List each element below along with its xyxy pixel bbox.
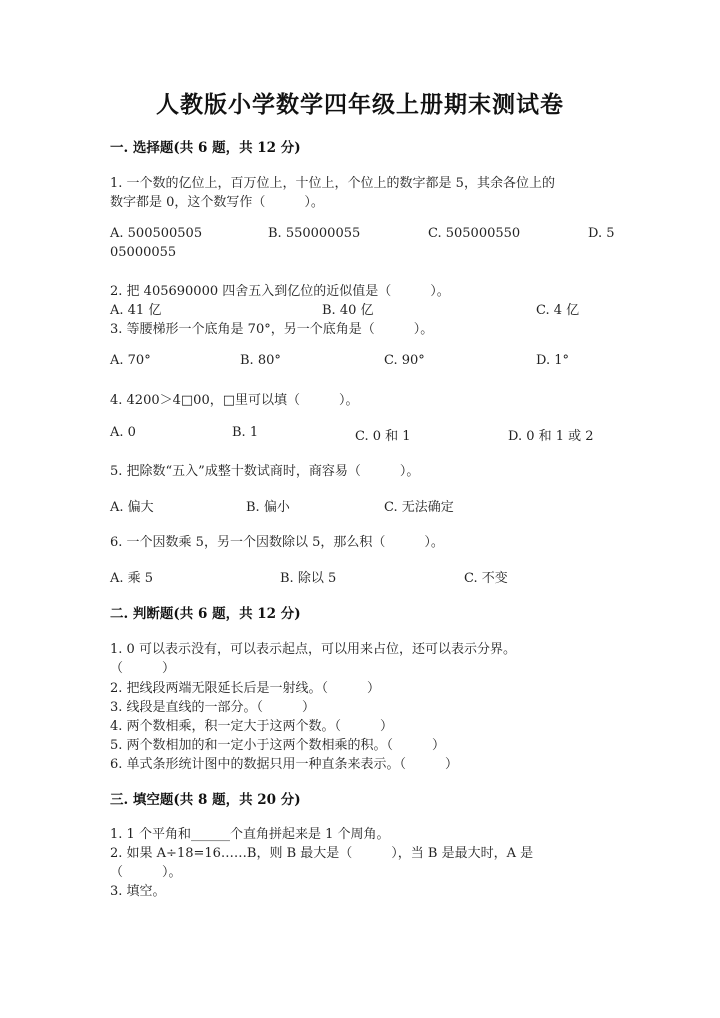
- option-b: B. 550000055: [268, 226, 361, 241]
- option-a: A. 70°: [110, 353, 151, 368]
- question-line: 2. 把 405690000 四舍五入到亿位的近似值是（ ）。: [110, 284, 450, 299]
- option-c: C. 4 亿: [536, 303, 580, 318]
- question-line: 5. 两个数相加的和一定小于这两个数相乘的积。（ ）: [110, 738, 446, 753]
- option-b: B. 除以 5: [280, 571, 337, 586]
- option-d: D. 0 和 1 或 2: [508, 429, 594, 444]
- question-line: 1. 一个数的亿位上，百万位上，十位上，个位上的数字都是 5，其余各位上的: [110, 176, 555, 191]
- question-line: 6. 单式条形统计图中的数据只用一种直条来表示。（ ）: [110, 757, 459, 772]
- question-line: 4. 4200＞4□00，□里可以填（ ）。: [110, 393, 359, 408]
- section-heading-fill-blank: 三. 填空题(共 8 题，共 20 分): [110, 792, 301, 808]
- option-c: C. 505000550: [428, 226, 521, 241]
- option-a: A. 偏大: [110, 500, 154, 515]
- option-d: D. 5: [588, 226, 615, 241]
- option-c: C. 不变: [464, 571, 508, 586]
- question-line: 数字都是 0，这个数写作（ ）。: [110, 195, 324, 210]
- answer-blank: （ ）: [110, 661, 176, 676]
- option-b: B. 偏小: [246, 500, 290, 515]
- option-c: C. 0 和 1: [355, 429, 411, 444]
- question-line: 4. 两个数相乘，积一定大于这两个数。（ ）: [110, 719, 394, 734]
- section-heading-true-false: 二. 判断题(共 6 题，共 12 分): [110, 606, 301, 622]
- question-line: 3. 线段是直线的一部分。（ ）: [110, 700, 316, 715]
- option-a: A. 0: [110, 425, 136, 440]
- option-c: C. 90°: [384, 353, 425, 368]
- option-b: B. 1: [232, 425, 259, 440]
- option-a: A. 500500505: [110, 226, 203, 241]
- option-b: B. 40 亿: [322, 303, 374, 318]
- option-d: D. 1°: [536, 353, 569, 368]
- option-b: B. 80°: [240, 353, 281, 368]
- question-line: 6. 一个因数乘 5，另一个因数除以 5，那么积（ ）。: [110, 535, 444, 550]
- question-line: 3. 等腰梯形一个底角是 70°，另一个底角是（ ）。: [110, 322, 434, 337]
- option-c: C. 无法确定: [384, 500, 454, 515]
- option-d-continuation: 05000055: [110, 245, 177, 260]
- option-a: A. 41 亿: [110, 303, 162, 318]
- page-title: 人教版小学数学四年级上册期末测试卷: [156, 91, 564, 118]
- question-line: 3. 填空。: [110, 884, 166, 899]
- question-line: 5. 把除数“五入”成整十数试商时，商容易（ ）。: [110, 464, 420, 479]
- question-line: 1. 0 可以表示没有，可以表示起点，可以用来占位，还可以表示分界。: [110, 642, 516, 657]
- section-heading-choice: 一. 选择题(共 6 题，共 12 分): [110, 140, 301, 156]
- question-line: 2. 如果 A÷18=16……B，则 B 最大是（ ），当 B 是最大时，A 是: [110, 846, 534, 861]
- option-a: A. 乘 5: [110, 571, 154, 586]
- question-line: 1. 1 个平角和______个直角拼起来是 1 个周角。: [110, 827, 390, 842]
- question-line: 2. 把线段两端无限延长后是一射线。（ ）: [110, 681, 381, 696]
- answer-blank: （ ）。: [110, 865, 182, 880]
